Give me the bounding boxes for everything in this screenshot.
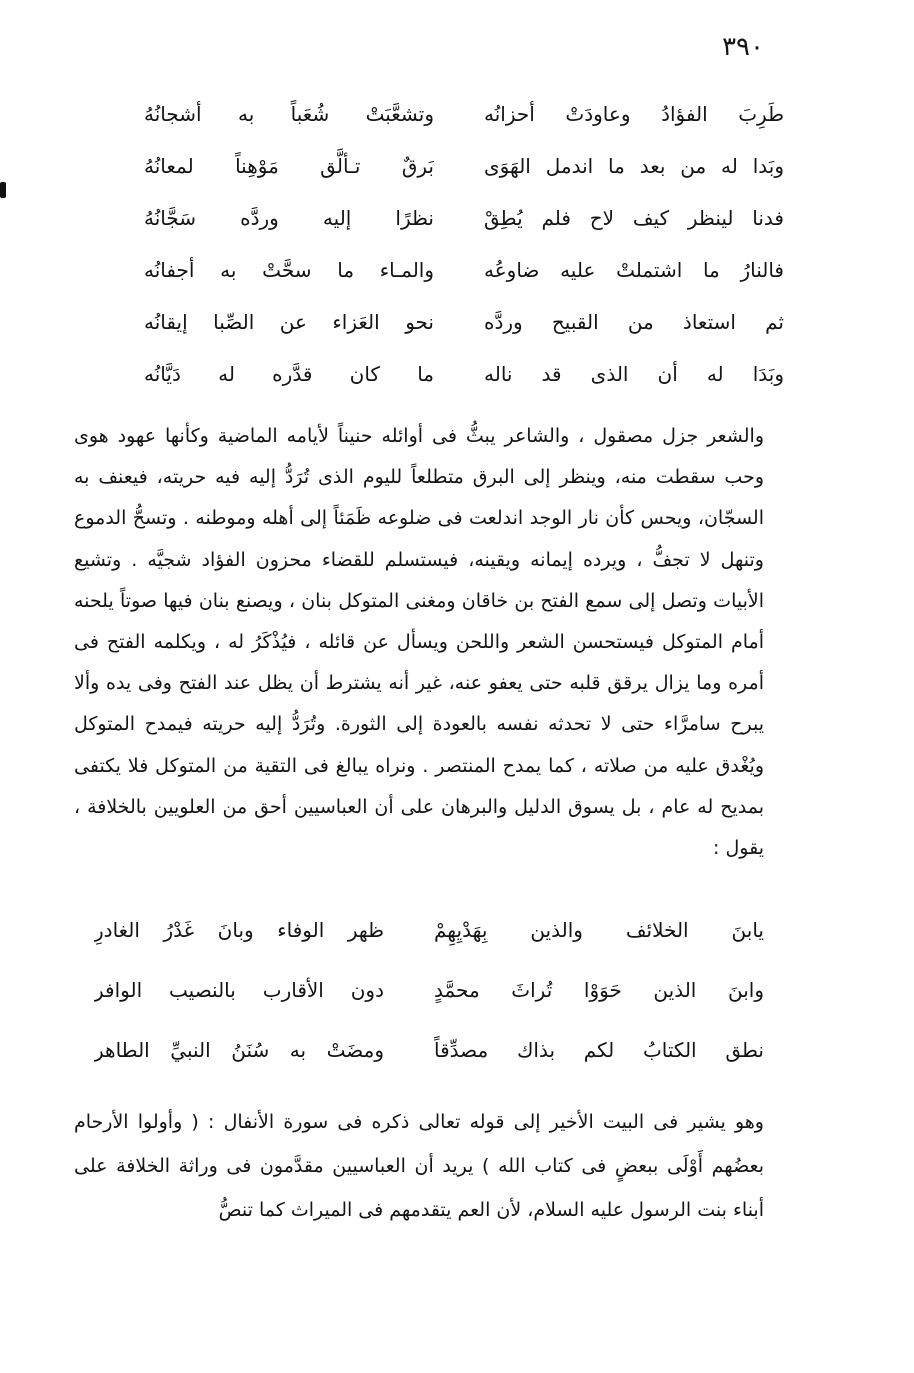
poem-hemistich-second: ظهر الوفاء وبانَ غَدْرُ الغادرِ [94,918,384,942]
poem-line [144,296,784,348]
poem-first [144,88,784,400]
poem-line [94,1020,764,1080]
poem-hemistich-first: طَرِبَ الفؤادُ وعاودَتْ أحزانُه [484,102,784,126]
poem-hemistich-first: فدنا لينظر كيف لاح فلم يُطِقْ [484,206,784,230]
poem-hemistich-second: وتشعَّبَتْ شُعَباً به أشجانُهُ [144,102,434,126]
poem-line [144,348,784,400]
poem-line [94,900,764,960]
poem-hemistich-second: ومضَتْ به سُنَنُ النبيِّ الطاهر [94,1038,384,1062]
poem-second [94,900,764,1080]
poem-hemistich-second: بَرقٌ تـألَّق مَوْهِناً لمعانُهُ [144,154,434,178]
prose-paragraph: والشعر جزل مصقول ، والشاعر يبثُّ فى أوائله حنيناً لأيامه الماضية وكأنها عهود هوى وحب سقطت منه، وينظر إلى البرق متطلعاً لليوم الذى تُرَدُّ إليه فيه حريته، فيعنف به السجّان، ويحس كأن نار الوجد اندلعت فى ضلوعه ظَمَئاً إلى أهله وموطنه . وتسحُّ الدموع وتنهل لا تجفُّ ، ويرده إيمانه ويقينه، فيستسلم للقضاء محزون الفؤاد شجيَّه . وتشيع الأبيات وتصل إلى سمع الفتح بن خاقان ومغنى المتوكل بنان ، ويصنع بنان فيها صوتاً يلحنه أمام المتوكل فيستحسن الشعر واللحن ويسأل عن قائله ، فيُذْكَرُ له ، ويكلمه الفتح فى أمره وما يزال يرقق قلبه حتى يعفو عنه، غير أنه يشترط أن يظل عند الفتح وفى يده وألا يبرح سامرَّاء حتى لا تحدثه نفسه بالعودة إلى الثورة. وتُرَدُّ إليه حريته فيمدح المتوكل ويُغْدق عليه من صلاته ، كما يمدح المنتصر . ونراه يبالغ فى التقية من المتوكل فلا يكتفى بمديح له عام ، بل يسوق الدليل والبرهان على أن العباسيين أحق من العلويين بالخلافة ، يقول : [74,425,764,860]
poem-hemistich-second: نظرًا إليه وردَّه سَجَّانُهُ [144,206,434,230]
poem-hemistich-first: وبَدَا له أن الذى قد ناله [484,362,784,386]
poem-hemistich-second: والمـاء ما سحَّتْ به أجفانُه [144,258,434,282]
prose-paragraph: وهو يشير فى البيت الأخير إلى قوله تعالى ذكره فى سورة الأنفال : ( وأولوا الأرحام بعضُهم أَوْلَى ببعضٍ فى كتاب الله ) يريد أن العباسيين مقدَّمون فى وراثة الخلافة على أبناء بنت الرسول عليه السلام، لأن العم يتقدمهم فى الميراث كما تنصُّ [74,1111,764,1221]
poem-hemistich-first: وبَدا له من بعد ما اندمل الهَوَى [484,154,784,178]
margin-mark [0,182,6,198]
poem-hemistich-first: ثم استعاذ من القبيح وردَّه [484,310,784,334]
page-number: ٣٩٠ [722,32,764,62]
poem-hemistich-second: دون الأقارب بالنصيب الوافر [94,978,384,1002]
poem-hemistich-first: يابنَ الخلائف والذين بِهَدْيِهِمْ [434,918,764,942]
poem-line [144,88,784,140]
poem-hemistich-first: نطق الكتابُ لكم بذاك مصدِّقاً [434,1038,764,1062]
poem-hemistich-first: وابنَ الذين حَوَوْا تُراثَ محمَّدٍ [434,978,764,1002]
poem-hemistich-first: فالنارُ ما اشتملتْ عليه ضاوعُه [484,258,784,282]
poem-line [144,192,784,244]
poem-line [144,140,784,192]
poem-line [94,960,764,1020]
poem-line [144,244,784,296]
poem-hemistich-second: ما كان قدَّره له دَيَّانُه [144,362,434,386]
poem-hemistich-second: نحو العَزاء عن الصِّبا إيقانُه [144,310,434,334]
